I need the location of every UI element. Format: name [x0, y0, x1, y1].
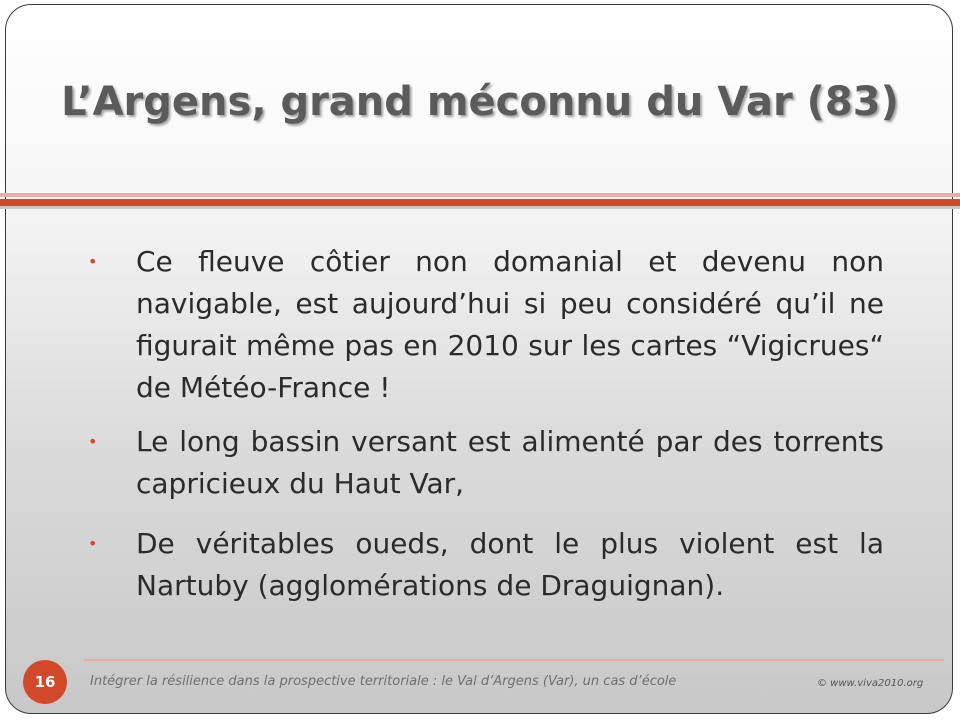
footer-divider	[84, 659, 944, 661]
title-divider-thin	[0, 193, 960, 197]
footer-caption: Intégrer la résilience dans la prospective territoriale : le Val d’Argens (Var), un cas d’école	[90, 674, 677, 689]
bullet-item-3	[84, 523, 884, 607]
slide	[5, 4, 953, 714]
bullet-item-1	[84, 241, 884, 409]
footer-copyright: © www.viva2010.org	[817, 678, 924, 689]
bullet-icon: •	[88, 534, 98, 553]
slide-title: L’Argens, grand méconnu du Var (83)	[61, 79, 899, 125]
page-number-badge: 16	[23, 660, 67, 704]
bullet-icon: •	[88, 252, 98, 271]
bullet-text-2: Le long bassin versant est alimenté par des torrents capricieux du Haut Var,	[136, 425, 884, 500]
bullet-item-2	[84, 421, 884, 505]
bullet-list	[84, 241, 884, 607]
bullet-icon: •	[88, 432, 98, 451]
bullet-text-1: Ce fleuve côtier non domanial et devenu non navigable, est aujourd’hui si peu considéré qu’il ne figurait même pas en 2010 sur les cartes “Vigicrues“ de Météo-France !	[136, 245, 884, 404]
title-divider-shadow	[0, 206, 960, 209]
bullet-text-3: De véritables oueds, dont le plus violent est la Nartuby (agglomérations de Draguignan).	[136, 527, 884, 602]
title-divider-thick	[0, 199, 960, 206]
